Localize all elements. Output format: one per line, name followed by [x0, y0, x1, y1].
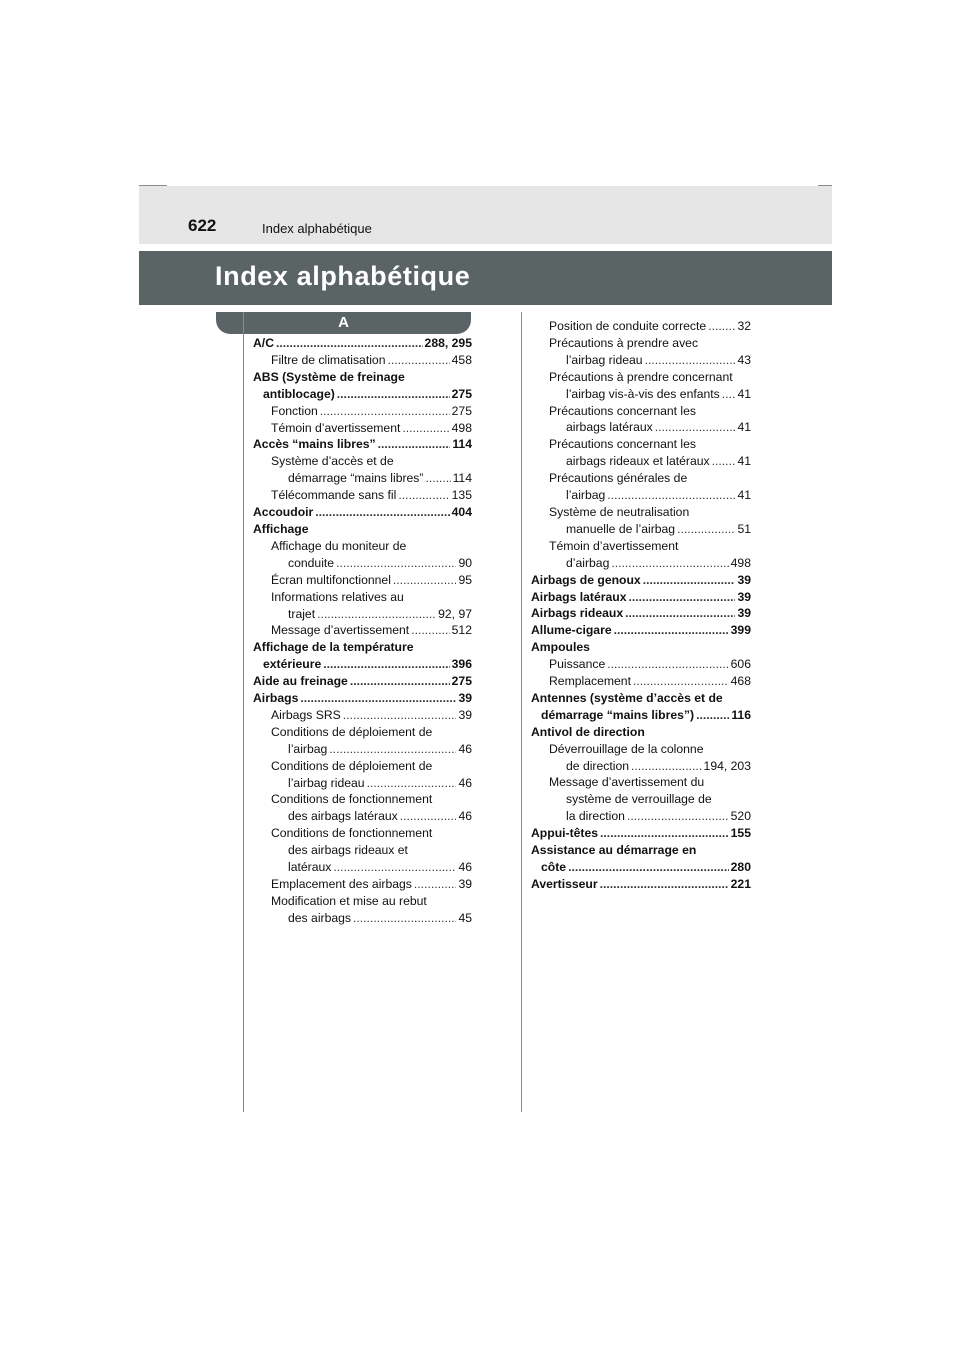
- entry-page[interactable]: 221: [730, 876, 751, 891]
- entry-label: Fonction: [271, 403, 318, 418]
- entry-page[interactable]: 458: [451, 352, 472, 367]
- entry-label: l’airbag: [566, 488, 606, 503]
- entry-label: Message d’avertissement: [271, 623, 410, 638]
- index-entry: [531, 487, 751, 504]
- leader-dots: [655, 419, 736, 436]
- page-title: Index alphabétique: [215, 261, 471, 291]
- entry-label: l’airbag: [288, 741, 328, 756]
- index-entry: Informations relatives au: [271, 589, 404, 604]
- entry-page[interactable]: 39: [458, 707, 472, 722]
- entry-label: Position de conduite correcte: [549, 319, 707, 333]
- leader-dots: [568, 859, 729, 876]
- index-entry: Message d’avertissement du: [549, 775, 705, 790]
- leader-dots: [607, 487, 735, 504]
- entry-page[interactable]: 498: [730, 555, 751, 570]
- entry-page[interactable]: 468: [730, 674, 751, 689]
- entry-page[interactable]: 41: [737, 488, 751, 503]
- section-letter-tab: A: [216, 312, 471, 334]
- leader-dots: [600, 876, 729, 893]
- leader-dots: [367, 775, 457, 792]
- index-entry: [531, 876, 751, 893]
- entry-label: antiblocage): [263, 386, 335, 401]
- leader-dots: [276, 335, 423, 352]
- index-entry: [253, 403, 472, 420]
- leader-dots: [614, 622, 729, 639]
- entry-page[interactable]: 41: [737, 454, 751, 469]
- entry-page[interactable]: 275: [451, 403, 472, 418]
- index-entry: [531, 707, 751, 724]
- entry-label: airbags latéraux: [566, 420, 653, 435]
- column-rule-left: [243, 312, 244, 1112]
- index-entry: [253, 606, 472, 623]
- entry-page[interactable]: 288, 295: [424, 336, 472, 350]
- index-entry: [531, 453, 751, 470]
- index-entry: Modification et mise au rebut: [271, 893, 427, 908]
- index-entry: [253, 555, 472, 572]
- index-entry: Précautions générales de: [549, 471, 688, 486]
- entry-label: l’airbag vis-à-vis des enfants: [566, 386, 720, 401]
- index-entry: [253, 572, 472, 589]
- entry-label: Airbags SRS: [271, 707, 341, 722]
- entry-label: Accès “mains libres”: [253, 437, 376, 452]
- index-entry: Conditions de fonctionnement: [271, 826, 433, 841]
- entry-label: Accoudoir: [253, 505, 314, 520]
- index-entry: [253, 876, 472, 893]
- entry-label: Airbags de genoux: [531, 572, 641, 587]
- leader-dots: [378, 436, 451, 453]
- entry-page[interactable]: 275: [451, 674, 472, 689]
- leader-dots: [607, 656, 728, 673]
- entry-label: Airbags latéraux: [531, 589, 627, 604]
- leader-dots: [633, 673, 729, 690]
- leader-dots: [411, 622, 449, 639]
- leader-dots: [722, 386, 736, 403]
- index-entry: Conditions de déploiement de: [271, 724, 433, 739]
- entry-label: Appui-têtes: [531, 826, 599, 841]
- title-band: [139, 251, 832, 305]
- index-entry: [253, 352, 472, 369]
- index-entry: des airbags rideaux et: [288, 843, 408, 858]
- entry-page[interactable]: 41: [737, 420, 751, 435]
- index-entry: Déverrouillage de la colonne: [549, 741, 704, 756]
- leader-dots: [393, 572, 457, 589]
- entry-page[interactable]: 39: [737, 589, 751, 604]
- index-entry: [531, 555, 751, 572]
- entry-page[interactable]: 39: [458, 691, 472, 706]
- index-entry: [531, 859, 751, 876]
- leader-dots: [320, 403, 450, 420]
- index-entry: Système d’accès et de: [271, 454, 394, 469]
- leader-dots: [712, 453, 736, 470]
- entry-page[interactable]: 114: [452, 471, 472, 486]
- index-entry: Conditions de déploiement de: [271, 758, 433, 773]
- index-entry: Antennes (système d’accès et de: [531, 690, 723, 705]
- index-entry: [531, 419, 751, 436]
- leader-dots: [387, 352, 449, 369]
- index-entry: [531, 386, 751, 403]
- leader-dots: [400, 808, 457, 825]
- leader-dots: [337, 386, 450, 403]
- index-entry: [253, 741, 472, 758]
- entry-page[interactable]: 92, 97: [438, 606, 472, 621]
- entry-label: Airbags: [253, 691, 299, 706]
- entry-page[interactable]: 498: [451, 420, 472, 435]
- index-entry: [253, 386, 472, 403]
- index-column-right: [531, 318, 751, 893]
- column-rule-right: [521, 312, 522, 1112]
- index-entry: [531, 572, 751, 589]
- entry-page[interactable]: 280: [730, 860, 751, 874]
- leader-dots: [643, 572, 736, 589]
- entry-label: démarrage “mains libres”: [288, 471, 424, 486]
- index-entry: [253, 690, 472, 707]
- index-entry: [253, 487, 472, 504]
- entry-label: la direction: [566, 809, 625, 824]
- index-entry: [531, 825, 751, 842]
- entry-page[interactable]: 41: [737, 386, 751, 401]
- index-entry: Précautions à prendre concernant: [549, 369, 733, 384]
- entry-page[interactable]: 275: [451, 386, 472, 401]
- entry-label: l’airbag rideau: [566, 352, 643, 367]
- leader-dots: [336, 555, 456, 572]
- index-entry: [531, 656, 751, 673]
- entry-label: airbags rideaux et latéraux: [566, 454, 710, 469]
- index-entry: [531, 605, 751, 622]
- index-entry: [531, 589, 751, 606]
- index-entry: [531, 352, 751, 369]
- leader-dots: [425, 470, 450, 487]
- leader-dots: [353, 910, 456, 927]
- entry-label: Écran multifonctionnel: [271, 572, 391, 587]
- entry-page[interactable]: 45: [458, 910, 472, 925]
- index-entry: Antivol de direction: [531, 724, 645, 739]
- entry-label: Remplacement: [549, 674, 631, 689]
- entry-label: Emplacement des airbags: [271, 877, 412, 891]
- entry-page[interactable]: 43: [737, 352, 751, 367]
- leader-dots: [631, 758, 702, 775]
- entry-label: conduite: [288, 555, 335, 570]
- index-column-left: [253, 335, 472, 927]
- index-entry: [253, 910, 472, 927]
- page-number: 622: [188, 216, 217, 235]
- index-entry: Affichage: [253, 521, 309, 536]
- entry-page[interactable]: 396: [451, 657, 472, 672]
- index-entry: système de verrouillage de: [566, 792, 712, 807]
- leader-dots: [629, 589, 736, 606]
- leader-dots: [329, 741, 456, 758]
- leader-dots: [323, 656, 449, 673]
- index-entry: [531, 622, 751, 639]
- index-entry: [253, 420, 472, 437]
- index-entry: [253, 775, 472, 792]
- leader-dots: [627, 808, 729, 825]
- index-entry: [253, 707, 472, 724]
- leader-dots: [625, 605, 735, 622]
- entry-label: latéraux: [288, 860, 332, 875]
- entry-label: des airbags: [288, 910, 352, 925]
- leader-dots: [708, 318, 735, 335]
- entry-page[interactable]: 606: [730, 657, 751, 672]
- index-entry: ABS (Système de freinage: [253, 369, 405, 384]
- index-entry: [531, 758, 751, 775]
- leader-dots: [402, 420, 449, 437]
- index-entry: Ampoules: [531, 640, 590, 655]
- entry-label: trajet: [288, 606, 316, 621]
- entry-label: Télécommande sans fil: [271, 488, 397, 503]
- index-entry: Assistance au démarrage en: [531, 843, 697, 858]
- leader-dots: [300, 690, 456, 707]
- entry-page[interactable]: 399: [730, 623, 751, 638]
- entry-label: manuelle de l’airbag: [566, 521, 676, 536]
- index-entry: Précautions concernant les: [549, 403, 697, 418]
- leader-dots: [414, 876, 457, 893]
- entry-label: Airbags rideaux: [531, 606, 624, 621]
- entry-label: démarrage “mains libres”): [541, 707, 695, 722]
- entry-page[interactable]: 46: [458, 775, 472, 790]
- entry-page[interactable]: 95: [458, 572, 472, 587]
- index-entry: Système de neutralisation: [549, 504, 690, 519]
- index-entry: [253, 656, 472, 673]
- entry-page[interactable]: 90: [458, 555, 472, 570]
- entry-label: de direction: [566, 758, 630, 773]
- entry-page[interactable]: 32: [737, 319, 751, 333]
- leader-dots: [611, 555, 728, 572]
- entry-label: Avertisseur: [531, 876, 598, 891]
- index-entry: [531, 808, 751, 825]
- running-title: Index alphabétique: [262, 221, 372, 236]
- entry-page[interactable]: 404: [451, 505, 472, 520]
- entry-page[interactable]: 194, 203: [703, 758, 751, 773]
- entry-label: Puissance: [549, 657, 606, 672]
- index-entry: [531, 318, 751, 335]
- entry-label: Témoin d’avertissement: [271, 420, 401, 435]
- entry-label: A/C: [253, 336, 274, 350]
- index-entry: [253, 808, 472, 825]
- entry-label: Aide au freinage: [253, 674, 348, 689]
- entry-label: des airbags latéraux: [288, 809, 398, 824]
- entry-page[interactable]: 39: [737, 606, 751, 621]
- index-entry: Conditions de fonctionnement: [271, 792, 433, 807]
- entry-page[interactable]: 46: [458, 860, 472, 875]
- index-entry: [253, 622, 472, 639]
- index-entry: [253, 335, 472, 352]
- leader-dots: [350, 673, 450, 690]
- leader-dots: [677, 521, 735, 538]
- index-entry: [253, 470, 472, 487]
- entry-page[interactable]: 155: [730, 826, 751, 841]
- leader-dots: [343, 707, 457, 724]
- index-entry: [531, 521, 751, 538]
- entry-label: l’airbag rideau: [288, 775, 365, 790]
- leader-dots: [315, 504, 449, 521]
- entry-page[interactable]: 114: [452, 437, 472, 452]
- leader-dots: [600, 825, 729, 842]
- leader-dots: [398, 487, 449, 504]
- index-entry: [253, 859, 472, 876]
- index-entry: Précautions concernant les: [549, 437, 697, 452]
- entry-page[interactable]: 116: [731, 707, 751, 722]
- entry-page[interactable]: 39: [458, 877, 472, 891]
- entry-page[interactable]: 39: [737, 572, 751, 587]
- index-entry: [531, 673, 751, 690]
- index-entry: [253, 436, 472, 453]
- entry-page[interactable]: 520: [730, 809, 751, 824]
- header-band: [139, 186, 832, 244]
- index-entry: Témoin d’avertissement: [549, 538, 679, 553]
- index-entry: Affichage de la température: [253, 640, 414, 655]
- entry-page[interactable]: 51: [737, 521, 751, 536]
- index-entry: [253, 673, 472, 690]
- entry-label: Filtre de climatisation: [271, 352, 386, 367]
- entry-page[interactable]: 512: [451, 623, 472, 638]
- entry-label: côte: [541, 860, 567, 874]
- leader-dots: [333, 859, 456, 876]
- entry-label: d’airbag: [566, 555, 610, 570]
- index-entry: Affichage du moniteur de: [271, 538, 407, 553]
- index-entry: Précautions à prendre avec: [549, 335, 699, 350]
- entry-label: extérieure: [263, 657, 322, 672]
- entry-page[interactable]: 46: [458, 741, 472, 756]
- leader-dots: [696, 707, 729, 724]
- entry-page[interactable]: 135: [451, 488, 472, 503]
- leader-dots: [317, 606, 436, 623]
- entry-page[interactable]: 46: [458, 809, 472, 824]
- entry-label: Allume-cigare: [531, 623, 612, 638]
- leader-dots: [645, 352, 736, 369]
- index-entry: [253, 504, 472, 521]
